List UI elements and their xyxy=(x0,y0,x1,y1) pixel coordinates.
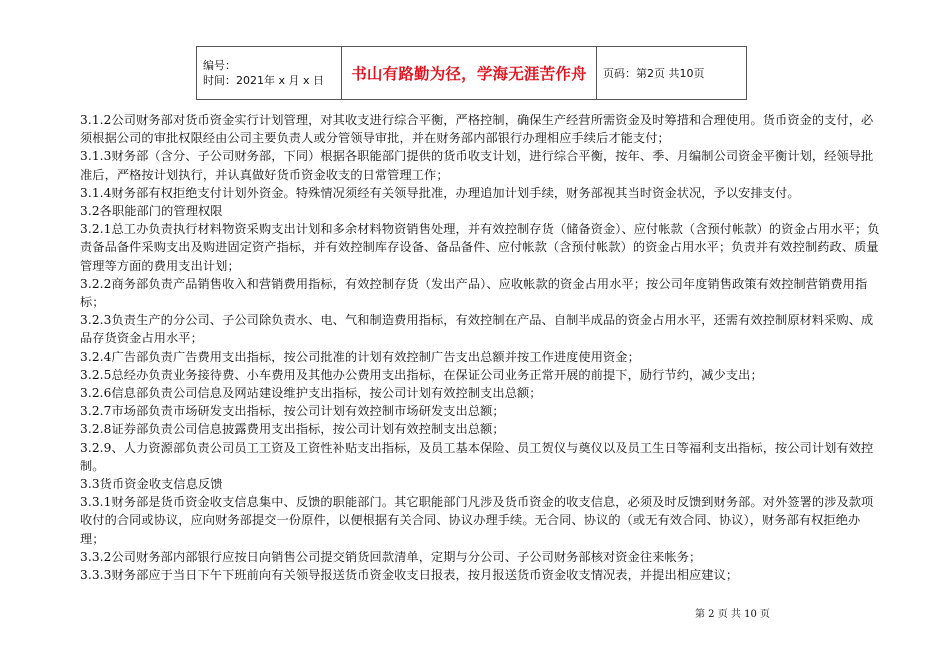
paragraph: 3.2.5总经办负责业务接待费、小车费用及其他办公费用支出指标，在保证公司业务正常开展的前提下，励行节约，减少支出； xyxy=(80,367,763,382)
paragraph: 3.3.1财务部是货币资金收支信息集中、反馈的职能部门。其它职能部门凡涉及货币资金的收支信息，必须及时反馈到财务部。对外签署的涉及款项收付的合同或协议，应向财务部提交一份原件，以便根据有关合同、协议办理手续。无合同、协议的（或无有效合同、协议），财务部有权拒绝办理； xyxy=(80,495,874,546)
document-number-label: 编号： xyxy=(203,59,236,72)
document-body xyxy=(80,111,880,584)
paragraph: 3.2.2商务部负责产品销售收入和营销费用指标，有效控制存货（发出产品）、应收帐款的资金占用水平；按公司年度销售政策有效控制营销费用指标； xyxy=(80,276,868,310)
header-table xyxy=(196,46,747,100)
header-meta-cell xyxy=(197,47,342,100)
paragraph: 3.2.7市场部负责市场研发支出指标，按公司计划有效控制市场研发支出总额； xyxy=(80,404,505,419)
header-motto: 书山有路勤为径，学海无涯苦作舟 xyxy=(342,47,597,100)
paragraph: 3.2.8证券部负责公司信息披露费用支出指标，按公司计划有效控制支出总额； xyxy=(80,422,505,437)
page-footer: 第 2 页 共 10 页 xyxy=(695,609,770,620)
paragraph: 3.2.9、人力资源部负责公司员工工资及工资性补贴支出指标，及员工基本保险、员工贺仪与奠仪以及员工生日等福利支出指标，按公司计划有效控制。 xyxy=(80,440,874,473)
paragraph: 3.2.4广告部负责广告费用支出指标，按公司批准的计划有效控制广告支出总额并按工作进度使用资金； xyxy=(80,349,640,364)
paragraph: 3.1.3财务部（含分、子公司财务部，下同）根据各职能部门提供的货币收支计划，进行综合平衡，按年、季、月编制公司资金平衡计划，经领导批准后，严格按计划执行，并认真做好货币资金收支的日常管理工作； xyxy=(80,149,874,182)
paragraph: 3.3.2公司财务部内部银行应按日向销售公司提交销货回款清单，定期与分公司、子公司财务部核对资金往来帐务； xyxy=(80,549,702,564)
paragraph: 3.1.2公司财务部对货币资金实行计划管理，对其收支进行综合平衡，严格控制，确保生产经营所需资金及时筹措和合理使用。货币资金的支付，必须根据公司的审批权限经由公司主要负责人或分管领导审批，并在财务部内部银行办理相应手续后才能支付； xyxy=(80,113,874,146)
header-page-info: 页码：第2页 共10页 xyxy=(597,47,747,100)
paragraph: 3.2.3负责生产的分公司、子公司除负责水、电、气和制造费用指标，有效控制在产品、自制半成品的资金占用水平，还需有效控制原材料采购、成品存货资金占用水平； xyxy=(80,313,874,346)
section-heading: 3.3货币资金收支信息反馈 xyxy=(80,477,223,492)
paragraph: 3.3.3财务部应于当日下午下班前向有关领导报送货币资金收支日报表，按月报送货币资金收支情况表，并提出相应建议； xyxy=(80,568,739,583)
section-heading: 3.2各职能部门的管理权限 xyxy=(80,204,223,219)
paragraph: 3.2.1总工办负责执行材料物资采购支出计划和多余材料物资销售处理，并有效控制存货（储备资金）、应付帐款（含预付帐款）的资金占用水平；负责备品备件采购支出及购进固定资产指标，并有效控制库存设备、备品备件、应付帐款（含预付帐款）的资金占用水平；负责并有效控制药政、质量管理等方面的费用支出计划； xyxy=(80,222,880,273)
paragraph: 3.1.4财务部有权拒绝支付计划外资金。特殊情况须经有关领导批准，办理追加计划手续，财务部视其当时资金状况，予以安排支付。 xyxy=(80,185,800,200)
paragraph: 3.2.6信息部负责公司信息及网站建设维护支出指标，按公司计划有效控制支出总额； xyxy=(80,386,542,401)
document-time-label: 时间：2021年 x 月 x 日 xyxy=(203,74,324,87)
